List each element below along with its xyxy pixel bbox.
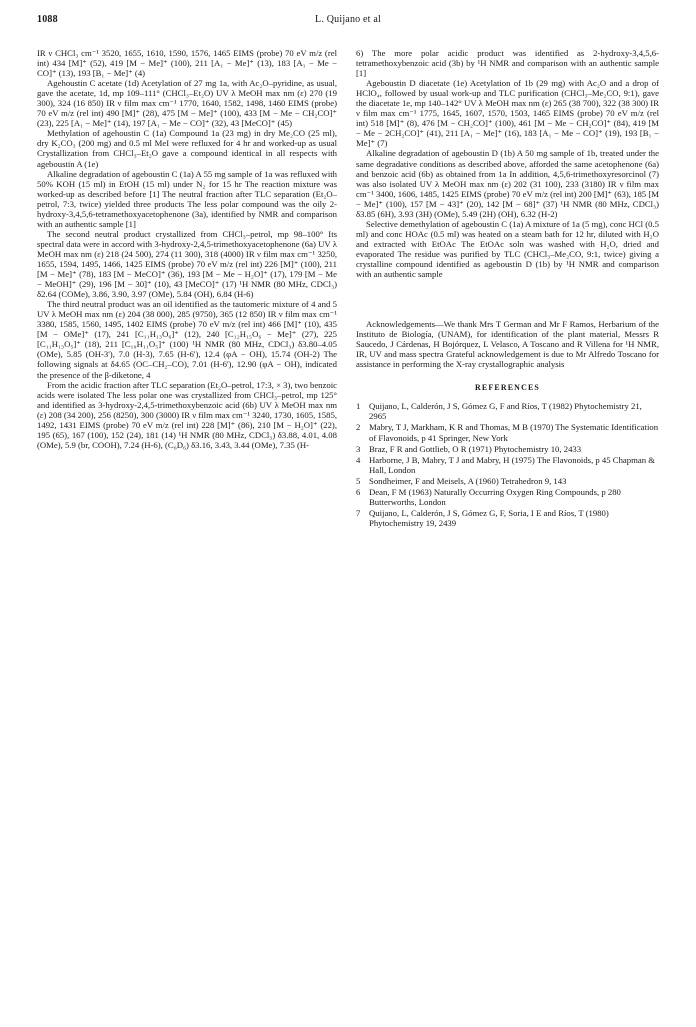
right-column [356, 48, 659, 529]
paragraph: The second neutral product crystallized from CHCl₃–petrol, mp 98–100° Its spectral data were in accord with 3-hydroxy-2,4,5-trimethoxyacetophenone (6a) UV λ MeOH max nm (ε) 218 (24 500), 274 (11 300), 318 (4000) IR ν film max cm⁻¹ 3250, 1655, 1594, 1495, 1466, 1425 EIMS (probe) 70 eV m/z (rel int) 226 [M]⁺ (100), 211 [M − Me]⁺ (78), 183 [M − MeCO]⁺ (36), 193 [M − Me − H₂O]⁺ (17), 179 [M − Me − MeOH]⁺ (29), 196 [M − 30]⁺ (10), 43 [MeCO]⁺ (17) ¹H NMR (80 MHz, CDCl₃) δ2.64 (COMe), 3.86, 3.90, 3.97 (OMe), 5.84 (OH), 6.84 (H-6) [37, 228, 337, 300]
reference-item [356, 444, 659, 454]
page-header [37, 14, 659, 28]
reference-item [356, 401, 659, 421]
reference-item [356, 455, 659, 475]
acknowledgements: Acknowledgements—We thank Mrs T German and Mr F Ramos, Herbarium of the Instituto de Biología, (UNAM), for identification of the plant material, Messrs R Saucedo, J Cárdenas, H Bojórquez, L Velasco, A Toscano and R Villena for ¹H NMR, IR, UV and mass spectra Grateful acknowledgement is due to Mr Alfredo Toscano for assistance in performing the X-ray crystallographic analysis [356, 319, 659, 370]
paragraph: Methylation of agehoustin C (1a) Compound 1a (23 mg) in dry Me₂CO (25 ml), dry K₂CO₃ (200 mg) and 0.5 ml MeI were refluxed for 4 hr and worked-up as usual Crystallization from CHCl₃–Et₂O gave a compound identical in all respects with ageboustin A (1e) [37, 128, 337, 169]
reference-text: Quijano, L, Calderón, J S, Gómez G, F, Soria, I E and Ríos, T (1980) Phytochemistry 19, 2439 [369, 507, 609, 528]
paragraph: 6) The more polar acidic product was identified as 2-hydroxy-3,4,5,6-tetramethoxybenzoic acid (3b) by ¹H NMR and comparison with an authentic sample [1] [356, 48, 659, 79]
reference-list [356, 401, 659, 528]
reference-number: 6 [356, 486, 361, 497]
references-heading: REFERENCES [474, 383, 541, 393]
paragraph: The third neutral product was an oil identified as the tautomeric mixture of 4 and 5 UV λ MeOH max nm (ε) 204 (38 000), 285 (9750), 365 (12 850) IR ν film max cm⁻¹ 3380, 1585, 1560, 1495, 1402 EIMS (probe) 70 eV m/z (rel int) 466 [M]⁺ (10), 435 [M − OMe]⁺ (17), 241 [C₁₁H₁₃O₆]⁺ (12), 240 [C₁₂H₁₅O₆ − Me]⁺ (27), 225 [C₁₁H₁₃O₅]⁺ (18), 211 [C₁₀H₁₁O₅]⁺ (100) ¹H NMR (80 MHz, CDCl₃) δ3.80–4.05 (OMe), 5.85 (OH-3'), 7.0 (H-3), 7.65 (H-6'), 12.4 (φA − OH), 15.74 (OH-2) The following signals at δ4.65 (OC–CH₂–CO), 7.01 (H-6'), 12.90 (φA − OH), indicated the presence of the β-diketone, 4 [37, 299, 337, 380]
reference-text: Sondheimer, F and Meisels, A (1960) Tetrahedron 9, 143 [369, 475, 567, 486]
paragraph: Agehoustin C acetate (1d) Acetylation of 27 mg 1a, with Ac₂O–pyridine, as usual, gave the acetate, 1d, mp 109–111° (CHCl₃–Et₂O) UV λ MeOH max nm (ε) 270 (19 300), 324 (16 850) IR ν film max cm⁻¹ 1770, 1640, 1582, 1498, 1460 EIMS (probe) 70 eV m/z (rel int) 490 [M]⁺ (28), 475 [M − Me]⁺ (100), 433 [M − Me − CH₂CO]⁺ (23), 225 [A₁ − Me]⁺ (14), 197 [A₁ − Me − CO]⁺ (32), 43 [MeCO]⁺ (45) [37, 78, 337, 129]
reference-text: Quijano, L, Calderón, J S, Gómez G, F and Ríos, T (1982) Phytochemistry 21, 2965 [369, 401, 642, 422]
reference-number: 2 [356, 422, 361, 433]
reference-text: Mabry, T J, Markham, K R and Thomas, M B (1970) The Systematic Identification of Flavonoids, p 41 Springer, New York [369, 422, 659, 443]
paragraph: Selective demethylation of ageboustin C (1a) A mixture of 1a (5 mg), conc HCl (0.5 ml) and conc HOAc (0.5 ml) was heated on a steam bath for 12 hr, diluted with H₂O and extracted with EtOAc The EtOAc soln was washed with H₂O, dried and evaporated The residue was purified by TLC (CHCl₃–Me₂CO, 9:1, twice) giving a crystalline compound identified as ageboustin D (1b) by ¹H NMR and comparison with an authentic sample [356, 218, 659, 280]
reference-text: Braz, F R and Gottlieb, O R (1971) Phytochemistry 10, 2433 [369, 443, 582, 454]
reference-number: 1 [356, 401, 361, 412]
paragraph: Ageboustin D diacetate (1e) Acetylation of 1b (29 mg) with Ac₂O and a drop of HClO₄, followed by usual work-up and TLC purification (CHCl₃–Me₂CO, 9:1), gave the diacetate 1e, mp 140–142° UV λ MeOH max nm (ε) 265 (38 700), 322 (38 300) IR ν film max cm⁻¹ 1775, 1645, 1607, 1570, 1503, 1465 EIMS (probe) 70 eV m/z (rel int) 518 [M]⁺ (8), 476 [M − CH₂CO]⁺ (100), 461 [M − Me − CH₂CO]⁺ (84), 419 [M − Me − 2CH₂CO]⁺ (41), 211 [A₁ − Me]⁺ (16), 183 [A₁ − Me − CO]⁺ (19), 193 [B₁ − Me]⁺ (7) [356, 78, 659, 149]
running-head: L. Quijano et al [315, 14, 381, 25]
reference-item [356, 476, 659, 486]
reference-item [356, 487, 659, 507]
reference-number: 7 [356, 507, 361, 518]
left-column [37, 48, 337, 450]
paragraph: IR ν CHCl₃ cm⁻¹ 3520, 1655, 1610, 1590, 1576, 1465 EIMS (probe) 70 eV m/z (rel int) 434 [M]⁺ (52), 419 [M − Me]⁺ (100), 211 [A₁ − Me]⁺ (13), 183 [A₁ − Me − CO]⁺ (13), 193 [B₁ − Me]⁺ (4) [37, 48, 337, 79]
reference-number: 5 [356, 475, 361, 486]
reference-text: Harborne, J B, Mabry, T J and Mabry, H (1975) The Flavonoids, p 45 Chapman & Hall, London [369, 454, 656, 475]
reference-number: 4 [356, 454, 361, 465]
reference-number: 3 [356, 443, 361, 454]
paragraph: Alkaline degradation of ageboustin D (1b) A 50 mg sample of 1b, treated under the same degradative conditions as described above, afforded the same acetophenone (6a) and benzoic acid (6b) as obtained from 1a In addition, 4,5,6-trimethoxyresorcinol (7) was also isolated UV λ MeOH max nm (ε) 202 (31 100), 233 (3180) IR ν film max cm⁻¹ 3400, 1606, 1485, 1425 EIMS (probe) 70 eV m/z (rel int) 200 [M]⁺ (63), 185 [M − Me]⁺ (100), 157 [M − 43]⁺ (20), 142 [M − 68]⁺ (37) ¹H NMR (80 MHz, CDCl₃) δ3.85 (6H), 3.93 (3H) (OMe), 5.49 (2H) (OH), 6.32 (H-2) [356, 148, 659, 219]
paragraph: Alkaline degradation of ageboustin C (1a) A 55 mg sample of 1a was refluxed with 50% KOH (15 ml) in EtOH (15 ml) under N₂ for 15 hr The reaction mixture was worked-up as described before [1] The neutral fraction after TLC separation (Et₂O–petrol, 7:3, twice) yielded three products The less polar compound was the oily 2-hydroxy-3,4,5,6-tetramethoxyacetophenone (3a), identified by NMR and comparison with an authentic sample [1] [37, 168, 337, 229]
reference-item [356, 422, 659, 442]
paragraph: From the acidic fraction after TLC separation (Et₂O–petrol, 17:3, × 3), two benzoic acids were isolated The less polar one was crystallized from CHCl₃–petrol, mp 125° and identified as 3-hydroxy-2,4,5-trimethoxybenzoic acid (6b) UV λ MeOH max nm (ε) 208 (34 200), 256 (8250), 300 (3000) IR ν film max cm⁻¹ 3240, 1730, 1605, 1585, 1492, 1431 EIMS (probe) 70 eV m/z (rel int) 228 [M]⁺ (86), 210 [M − H₂O]⁺ (22), 195 (65), 167 (100), 152 (24), 181 (14) ¹H NMR (80 MHz, CDCl₃) δ3.88, 4.01, 4.08 (OMe), 5.9 (br, COOH), 7.24 (H-6), (C₆D₆) δ3.16, 3.43, 3.44 (OMe), 7.35 (H- [37, 379, 337, 450]
reference-text: Dean, F M (1963) Naturally Occurring Oxygen Ring Compounds, p 280 Butterworths, London [369, 486, 621, 507]
reference-item [356, 508, 659, 528]
page-number: 1088 [37, 14, 58, 25]
